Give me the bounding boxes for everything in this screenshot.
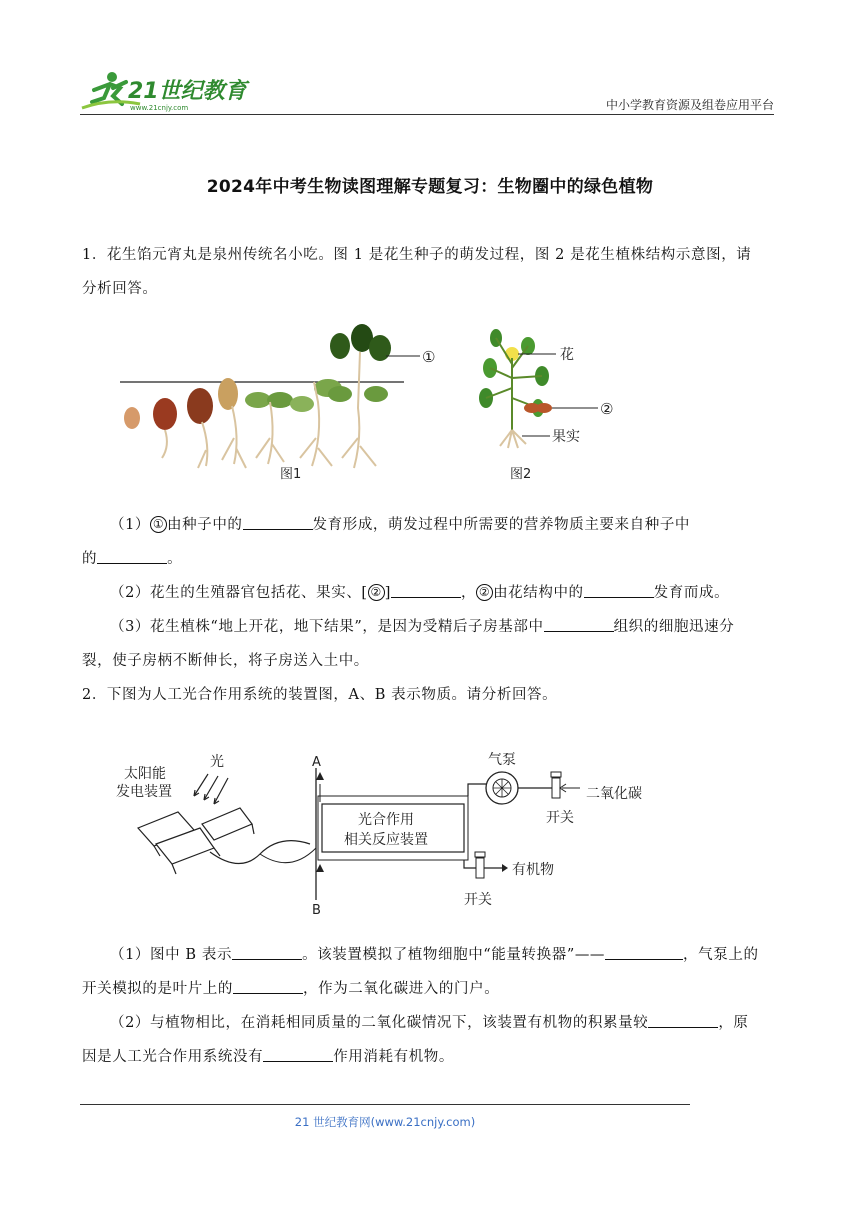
light-label: 光 <box>210 754 224 770</box>
organic-label: 有机物 <box>512 862 554 878</box>
solar-label-2: 发电装置 <box>116 784 172 800</box>
fig2-label-2: ② <box>600 400 614 418</box>
pump-label: 气泵 <box>488 752 516 768</box>
answer-blank[interactable] <box>97 550 167 564</box>
answer-blank[interactable] <box>391 584 461 598</box>
figure-3 <box>110 744 670 922</box>
seed-stage-2 <box>153 398 177 458</box>
label-a: A <box>312 755 321 770</box>
circled-1: ① <box>150 516 167 533</box>
q2-subquestions <box>82 938 776 1074</box>
answer-blank[interactable] <box>544 618 614 632</box>
circled-2: ② <box>476 584 493 601</box>
seed-stage-4 <box>218 378 246 468</box>
arrow-b-head <box>316 864 324 872</box>
light-arrows <box>194 774 228 804</box>
outlet-pipe <box>464 860 476 868</box>
arrow-a-head <box>316 772 324 780</box>
q1-sub1-line2: 的 。 <box>82 551 183 567</box>
seed-stage-1 <box>124 407 140 429</box>
q2-sub2-line1: （2）与植物相比，在消耗相同质量的二氧化碳情况下，该装置有机物的积累量较 ，原 <box>110 1015 749 1031</box>
answer-blank[interactable] <box>233 980 303 994</box>
answer-blank[interactable] <box>263 1048 333 1062</box>
q1-sub1-line1: （1） ① 由种子中的 发育形成，萌发过程中所需要的营养物质主要来自种子中 <box>110 517 691 533</box>
label-b: B <box>312 903 321 918</box>
q1-stem-line1: 1．花生馅元宵丸是泉州传统名小吃。图 1 是花生种子的萌发过程，图 2 是花生植株结构示意图，请 <box>82 247 752 263</box>
platform-name: 中小学教育资源及组卷应用平台 <box>605 98 774 112</box>
header-divider <box>80 114 774 115</box>
switch-valve-icon <box>475 852 485 878</box>
circled-2: ② <box>368 584 385 601</box>
logo <box>80 68 250 114</box>
figure-2 <box>466 318 636 488</box>
footer-text: 21 世纪教育网(www.21cnjy.com) <box>294 1115 476 1129</box>
air-pump-icon <box>486 772 518 804</box>
figure-1 <box>110 318 460 488</box>
q2-sub2-line2: 因是人工光合作用系统没有 作用消耗有机物。 <box>82 1049 455 1065</box>
q1-stem-line2: 分析回答。 <box>82 281 158 297</box>
answer-blank[interactable] <box>232 946 302 960</box>
q1-subquestions <box>82 508 776 712</box>
footer-divider <box>80 1104 690 1105</box>
answer-blank[interactable] <box>648 1014 718 1028</box>
q1-sub3-line2: 裂，使子房柄不断伸长，将子房送入土中。 <box>82 653 369 669</box>
co2-label: 二氧化碳 <box>586 786 642 802</box>
q2-sub1-line2: 开关模拟的是叶片上的 ，作为二氧化碳进入的门户。 <box>82 981 500 997</box>
answer-blank[interactable] <box>584 584 654 598</box>
logo-url: www.21cnjy.com <box>130 104 189 112</box>
q1-stem <box>82 238 776 306</box>
seedling-stage-7 <box>328 324 391 468</box>
solar-panels <box>138 808 310 874</box>
switch-top-label: 开关 <box>546 810 574 826</box>
page-header <box>80 68 774 116</box>
q1-sub3-line1: （3）花生植株“地上开花，地下结果”，是因为受精后子房基部中 组织的细胞迅速分 <box>110 619 735 635</box>
pump-pipe <box>468 784 488 796</box>
solar-label-1: 太阳能 <box>124 766 166 782</box>
reactor-label-2: 相关反应装置 <box>344 832 428 848</box>
answer-blank[interactable] <box>605 946 683 960</box>
organic-arrow-head <box>502 864 508 872</box>
seedling-stage-5 <box>245 392 293 464</box>
switch-valve-icon <box>551 772 561 798</box>
page-title: 2024年中考生物读图理解专题复习：生物圈中的绿色植物 <box>206 177 654 197</box>
fig1-label-1: ① <box>422 348 436 366</box>
fig2-label-flower: 花 <box>560 347 574 363</box>
fig2-caption: 图2 <box>510 467 532 482</box>
switch-bottom-label: 开关 <box>464 892 492 908</box>
seed-stage-3 <box>187 388 213 468</box>
peanut-plant <box>479 329 549 448</box>
reactor-label-1: 光合作用 <box>358 812 414 828</box>
power-wire <box>260 848 316 863</box>
answer-blank[interactable] <box>243 516 313 530</box>
logo-text: 21世纪教育 <box>128 79 247 104</box>
q1-sub2: （2）花生的生殖器官包括花、果实、[ ② ] ， ② 由花结构中的 发育而成。 <box>110 585 730 601</box>
fig2-label-fruit: 果实 <box>552 429 580 445</box>
q2-sub1-line1: （1）图中 B 表示 。该装置模拟了植物细胞中“能量转换器”—— ，气泵上的 <box>110 947 759 963</box>
fig1-caption: 图1 <box>280 467 302 482</box>
q2-stem: 2．下图为人工光合作用系统的装置图，A、B 表示物质。请分析回答。 <box>82 687 558 703</box>
